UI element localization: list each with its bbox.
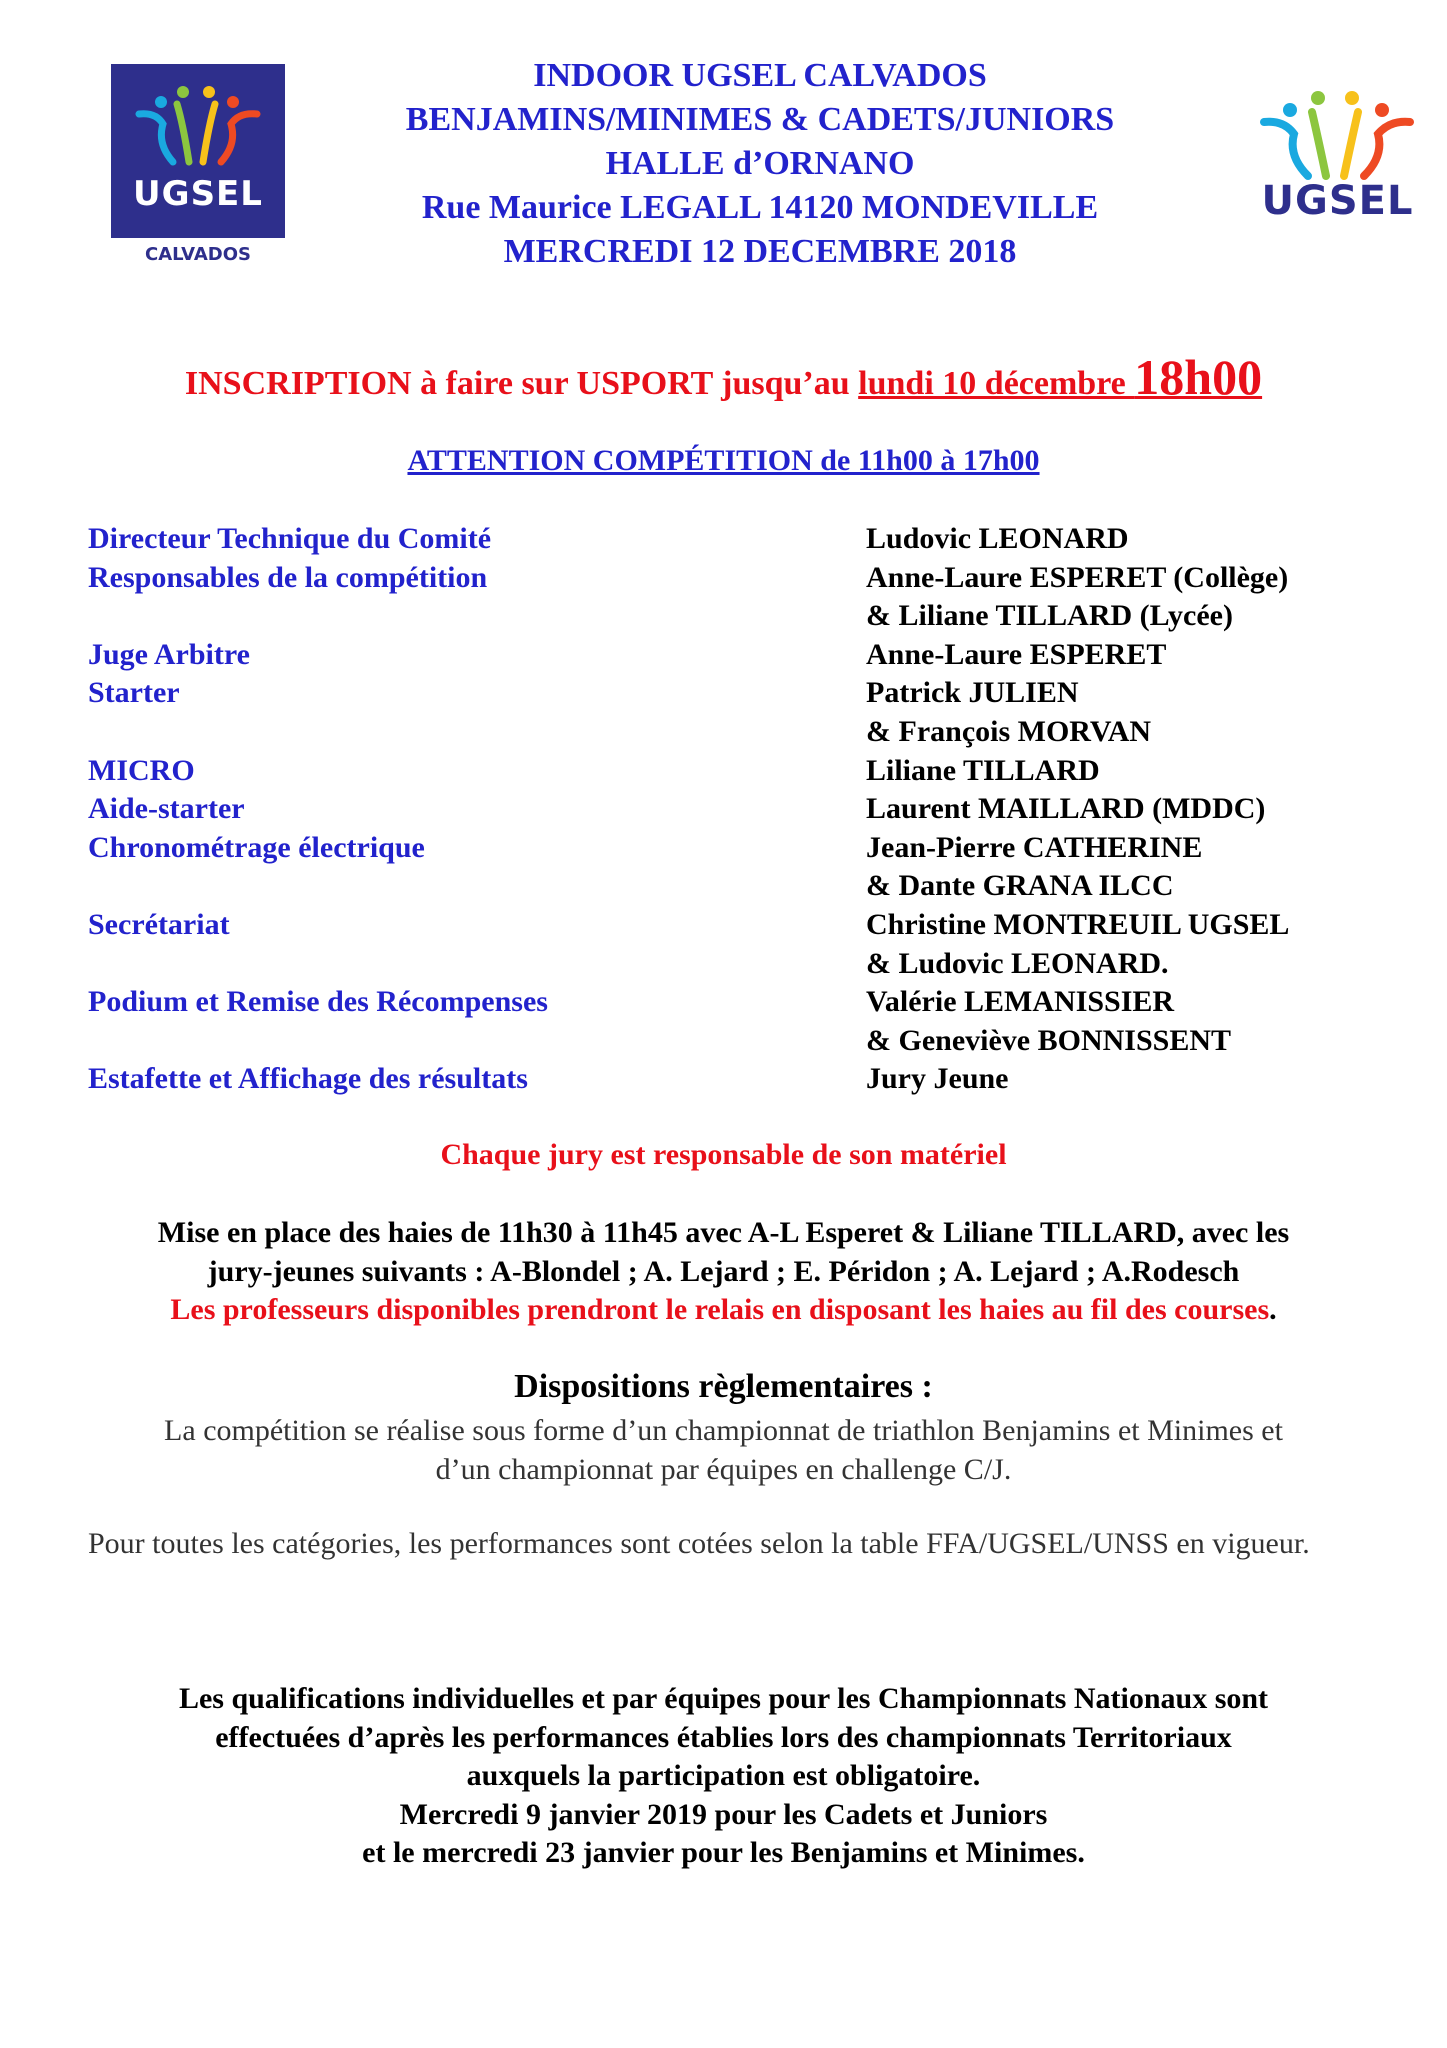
role-label: Juge Arbitre	[88, 637, 250, 671]
hurdles-relay-end: .	[1269, 1293, 1277, 1327]
staff-name: Anne-Laure ESPERET	[866, 637, 1167, 671]
staff-name: Liliane TILLARD	[866, 753, 1100, 787]
qualifications-line: et le mercredi 23 janvier pour les Benjamins et Minimes.	[362, 1836, 1085, 1870]
logo-left-word: UGSEL	[133, 174, 263, 214]
staff-name: & Dante GRANA ILCC	[866, 869, 1174, 903]
categories-text: Pour toutes les catégories, les performances sont cotées selon la table FFA/UGSEL/UNSS en vigueur.	[88, 1527, 1310, 1560]
staff-name: Ludovic LEONARD	[866, 522, 1129, 555]
hurdles-relay-text: Les professeurs disponibles prendront le relais en disposant les haies au fil des courses	[170, 1293, 1270, 1327]
inscription-deadline	[858, 349, 1263, 405]
inscription-time: 18h00	[1134, 349, 1263, 405]
qualifications-text	[60, 1680, 1387, 1873]
header-categories: BENJAMINS/MINIMES & CADETS/JUNIORS	[405, 101, 1115, 138]
qualifications-line: effectuées d’après les performances établies lors des championnats Territoriaux	[215, 1720, 1232, 1754]
dispositions-line: d’un championnat par équipes en challenge C/J.	[435, 1452, 1012, 1486]
athletes-icon	[1250, 86, 1425, 181]
dispositions-title: Dispositions règlementaires :	[514, 1368, 933, 1405]
hurdles-relay-line	[70, 1291, 1377, 1330]
staff-name: Laurent MAILLARD (MDDC)	[866, 792, 1266, 826]
jury-note: Chaque jury est responsable de son matériel	[440, 1138, 1007, 1171]
staff-name: Christine MONTREUIL UGSEL	[866, 907, 1290, 941]
header-title: INDOOR UGSEL CALVADOS	[533, 57, 987, 94]
role-label: Podium et Remise des Récompenses	[88, 985, 548, 1019]
qualifications-line: Mercredi 9 janvier 2019 pour les Cadets et Juniors	[399, 1797, 1048, 1831]
attention-schedule: ATTENTION COMPÉTITION de 11h00 à 17h00	[407, 444, 1040, 477]
staff-roles-column	[88, 520, 848, 1099]
staff-name: Jean-Pierre CATHERINE	[866, 830, 1203, 864]
hurdles-line: Mise en place des haies de 11h30 à 11h45 avec A-L Esperet & Liliane TILLARD, avec les	[157, 1216, 1290, 1249]
inscription-notice	[0, 348, 1447, 406]
hurdles-line: jury-jeunes suivants : A-Blondel ; A. Lejard ; E. Péridon ; A. Lejard ; A.Rodesch	[207, 1254, 1240, 1288]
event-header	[300, 54, 1220, 274]
dispositions-line: La compétition se réalise sous forme d’un championnat de triathlon Benjamins et Minimes et	[164, 1414, 1283, 1447]
header-date: MERCREDI 12 DECEMBRE 2018	[503, 233, 1017, 270]
staff-name: Anne-Laure ESPERET (Collège)	[866, 560, 1289, 594]
logo-right-word: UGSEL	[1261, 178, 1414, 224]
staff-name: & François MORVAN	[866, 714, 1152, 748]
logo-square	[111, 64, 285, 238]
role-label: Estafette et Affichage des résultats	[88, 1062, 528, 1096]
athletes-icon	[111, 64, 285, 174]
qualifications-line: Les qualifications individuelles et par équipes pour les Championnats Nationaux sont	[178, 1682, 1269, 1715]
role-label: Aide-starter	[88, 792, 245, 826]
inscription-prefix: INSCRIPTION à faire sur USPORT jusqu’au	[184, 365, 859, 402]
ugsel-logo	[1250, 86, 1425, 236]
staff-name: & Ludovic LEONARD.	[866, 946, 1169, 980]
role-label: Secrétariat	[88, 907, 230, 941]
staff-name: & Geneviève BONNISSENT	[866, 1023, 1232, 1057]
role-label: MICRO	[88, 753, 195, 787]
inscription-date: lundi 10 décembre	[858, 365, 1135, 402]
hurdles-setup	[70, 1214, 1377, 1330]
header-venue: HALLE d’ORNANO	[605, 145, 915, 182]
ugsel-calvados-logo	[111, 64, 285, 270]
logo-left-sub: CALVADOS	[145, 244, 251, 265]
role-label: Responsables de la compétition	[88, 560, 488, 594]
staff-name: Valérie LEMANISSIER	[866, 985, 1175, 1019]
header-address: Rue Maurice LEGALL 14120 MONDEVILLE	[421, 189, 1099, 226]
qualifications-line: auxquels la participation est obligatoire.	[466, 1759, 981, 1793]
role-label: Starter	[88, 676, 180, 710]
staff-names-column	[866, 520, 1386, 1099]
staff-name: & Liliane TILLARD (Lycée)	[866, 599, 1233, 633]
staff-name: Patrick JULIEN	[866, 676, 1079, 710]
staff-name: Jury Jeune	[866, 1062, 1009, 1096]
role-label: Chronométrage électrique	[88, 830, 425, 864]
role-label: Directeur Technique du Comité	[88, 522, 492, 555]
dispositions-text	[90, 1412, 1357, 1489]
